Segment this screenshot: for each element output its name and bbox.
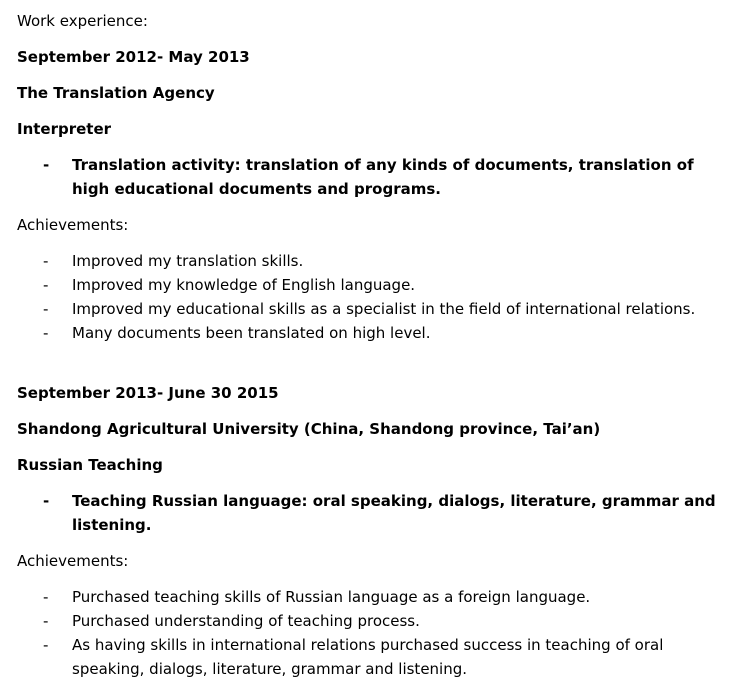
achievement-text: Purchased understanding of teaching process.: [72, 612, 420, 630]
job-period: September 2013- June 30 2015: [17, 384, 279, 402]
achievement-item: [17, 609, 733, 633]
job-organization: Shandong Agricultural University (China, Shandong province, Tai’an): [17, 420, 601, 438]
duties-list: [17, 153, 733, 201]
achievements-label: Achievements:: [17, 552, 129, 570]
duty-item: [17, 489, 733, 537]
job-position: Interpreter: [17, 120, 112, 138]
achievement-item: [17, 273, 733, 297]
job-position: Russian Teaching: [17, 456, 163, 474]
job-entry: [17, 381, 733, 681]
duty-text: Teaching Russian language: oral speaking, dialogs, literature, grammar and listening.: [72, 492, 716, 534]
achievement-item: [17, 633, 733, 681]
achievement-item: [17, 321, 733, 345]
bullet-dash: -: [43, 252, 49, 270]
achievements-label: Achievements:: [17, 216, 129, 234]
duties-list: [17, 489, 733, 537]
achievement-item: [17, 297, 733, 321]
achievement-text: As having skills in international relations purchased success in teaching of oral speaking, dialogs, literature, grammar and listening.: [72, 636, 664, 678]
achievement-text: Purchased teaching skills of Russian language as a foreign language.: [72, 588, 591, 606]
bullet-dash: -: [43, 300, 49, 318]
section-heading: Work experience:: [17, 12, 148, 30]
duty-text: Translation activity: translation of any kinds of documents, translation of high educational documents and programs.: [72, 156, 694, 198]
bullet-dash: -: [43, 492, 50, 510]
bullet-dash: -: [43, 612, 49, 630]
achievement-text: Improved my educational skills as a specialist in the field of international relations.: [72, 300, 696, 318]
achievements-list: [17, 249, 733, 345]
duty-item: [17, 153, 733, 201]
job-entry: [17, 45, 733, 345]
document: [17, 9, 733, 681]
job-period: September 2012- May 2013: [17, 48, 250, 66]
bullet-dash: -: [43, 276, 49, 294]
bullet-dash: -: [43, 588, 49, 606]
bullet-dash: -: [43, 324, 49, 342]
achievement-item: [17, 249, 733, 273]
achievement-text: Improved my translation skills.: [72, 252, 304, 270]
achievement-text: Many documents been translated on high level.: [72, 324, 431, 342]
job-organization: The Translation Agency: [17, 84, 215, 102]
bullet-dash: -: [43, 636, 49, 654]
achievement-item: [17, 585, 733, 609]
achievements-list: [17, 585, 733, 681]
bullet-dash: -: [43, 156, 50, 174]
achievement-text: Improved my knowledge of English language.: [72, 276, 416, 294]
